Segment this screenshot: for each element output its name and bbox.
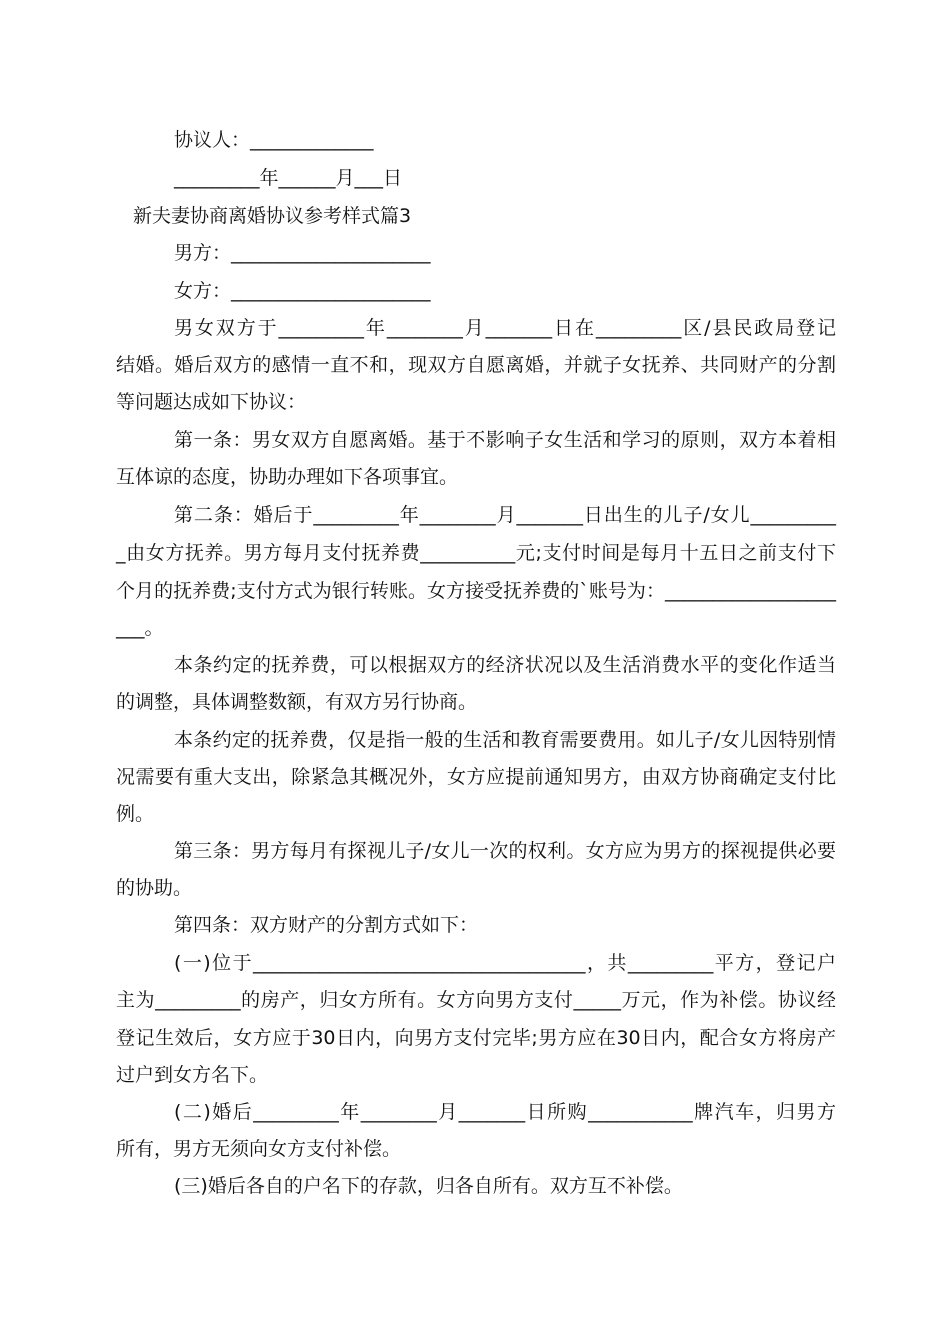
article-1-line: 互体谅的态度，协助办理如下各项事宜。 <box>116 466 459 488</box>
property-item-1-line: 过户到女方名下。 <box>116 1064 269 1086</box>
article-2-line: 个月的抚养费;支付方式为银行转账。女方接受抚养费的`账号为：__________________ <box>116 580 836 602</box>
property-item-1-line: 主为_________的房产，归女方所有。女方向男方支付_____万元，作为补偿。协议经 <box>116 989 836 1011</box>
property-item-1-line: 登记生效后，女方应于30日内，向男方支付完毕;男方应在30日内，配合女方将房产 <box>116 1027 836 1049</box>
article-3-line: 第三条：男方每月有探视儿子/女儿一次的权利。女方应为男方的探视提供必要 <box>174 840 836 862</box>
paragraph-line: 男女双方于_________年________月_______日在_________区/县民政局登记 <box>174 317 836 339</box>
female-party-line: 女方：_____________________ <box>174 280 431 302</box>
article-3-line: 的协助。 <box>116 877 193 899</box>
section-title: 新夫妻协商离婚协议参考样式篇3 <box>133 205 412 227</box>
article-2-line: _由女方抚养。男方每月支付抚养费__________元;支付时间是每月十五日之前支付下 <box>116 542 836 564</box>
property-item-2-line: 所有，男方无须向女方支付补偿。 <box>116 1138 402 1160</box>
support-adjust-line: 的调整，具体调整数额，有双方另行协商。 <box>116 691 478 713</box>
date-line: _________年______月___日 <box>174 167 403 189</box>
support-scope-line: 本条约定的抚养费，仅是指一般的生活和教育需要费用。如儿子/女儿因特别情 <box>174 729 836 751</box>
article-2-line: ___。 <box>116 617 164 639</box>
paragraph-line: 等问题达成如下协议： <box>116 391 307 413</box>
property-item-1-line: (一)位于___________________________________，共_________平方，登记户 <box>174 952 836 974</box>
article-2-line: 第二条：婚后于_________年________月_______日出生的儿子/女儿_________ <box>174 504 836 526</box>
paragraph-line: 结婚。婚后双方的感情一直不和，现双方自愿离婚，并就子女抚养、共同财产的分割 <box>116 354 836 376</box>
support-scope-line: 况需要有重大支出，除紧急其概况外，女方应提前通知男方，由双方协商确定支付比 <box>116 766 836 788</box>
signatory-line: 协议人：_____________ <box>174 129 374 151</box>
property-item-3-line: (三)婚后各自的户名下的存款，归各自所有。双方互不补偿。 <box>174 1175 683 1197</box>
article-4-line: 第四条：双方财产的分割方式如下： <box>174 914 479 936</box>
male-party-line: 男方：_____________________ <box>174 242 431 264</box>
support-adjust-line: 本条约定的抚养费，可以根据双方的经济状况以及生活消费水平的变化作适当 <box>174 654 836 676</box>
article-1-line: 第一条：男女双方自愿离婚。基于不影响子女生活和学习的原则，双方本着相 <box>174 429 836 451</box>
support-scope-line: 例。 <box>116 803 155 825</box>
property-item-2-line: (二)婚后_________年________月_______日所购___________牌汽车，归男方 <box>174 1101 836 1123</box>
